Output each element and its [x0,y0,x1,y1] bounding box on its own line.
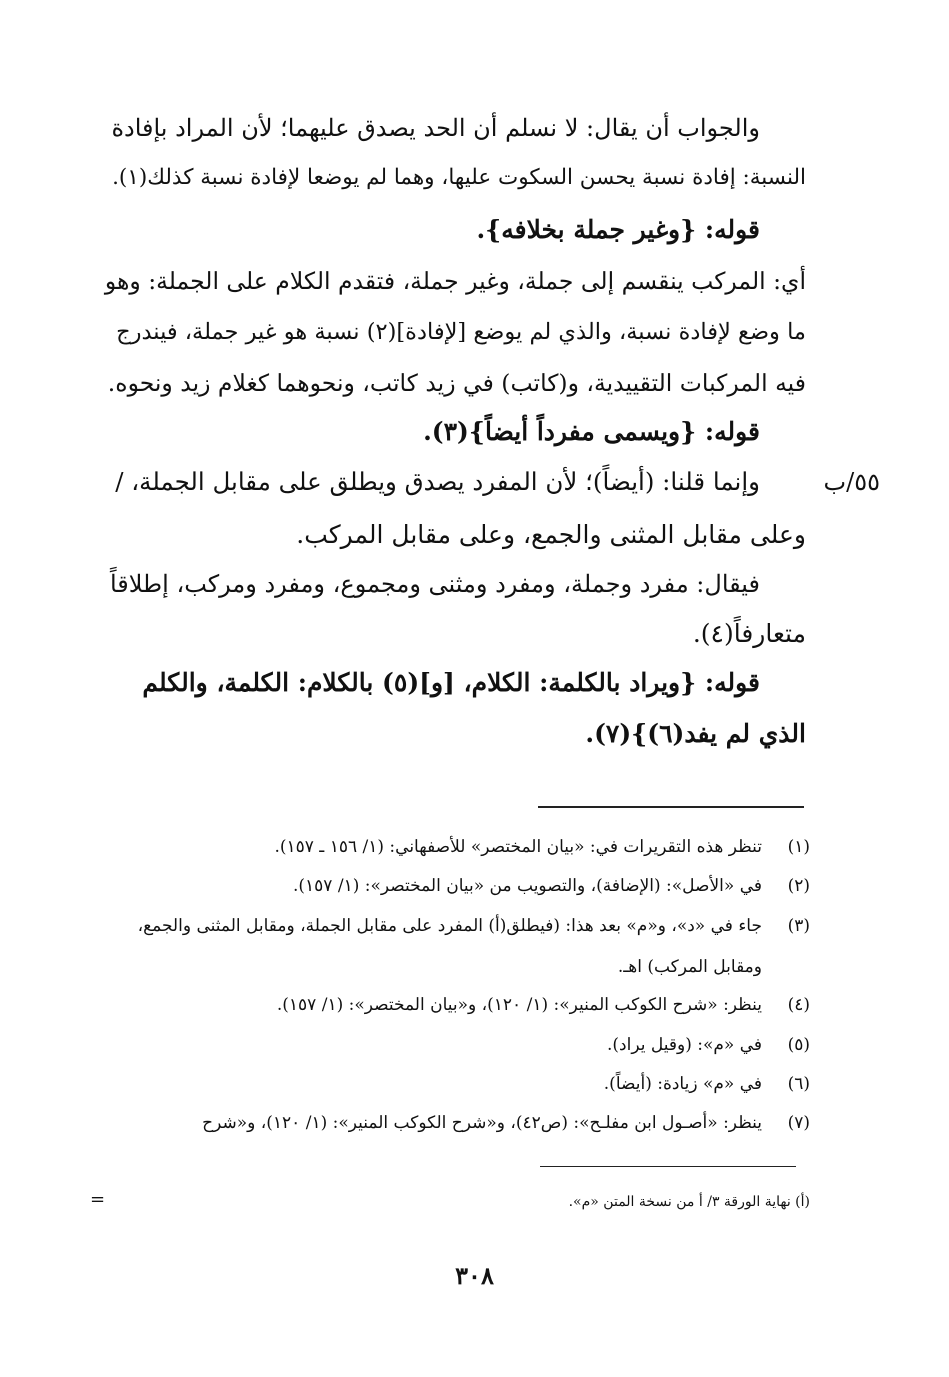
footnote-number: (٦) [787,1074,810,1094]
body-line-7: قوله: {ويسمى مفرداً أيضاً}(٣). [423,417,760,446]
body-line-4: أي: المركب ينقسم إلى جملة، وغير جملة، فتقدم الكلام على الجملة: وهو [104,267,806,295]
body-line-8: وإنما قلنا: (أيضاً)؛ لأن المفرد يصدق ويطلق على مقابل الجملة، / [115,467,760,496]
footnote-number: (٥) [787,1035,810,1055]
footnote-separator [538,806,804,808]
body-line-10: فيقال: مفرد وجملة، ومفرد ومثنى ومجموع، ومفرد ومركب، إطلاقاً [109,570,760,598]
body-line-3: قوله: {وغير جملة بخلافه}. [476,215,760,244]
body-line-9: وعلى مقابل المثنى والجمع، وعلى مقابل المركب. [296,520,806,549]
body-line-1: والجواب أن يقال: لا نسلم أن الحد يصدق عليهما؛ لأن المراد بإفادة [111,114,760,142]
footnote-4 [100,990,810,1020]
footnote-3-continuation: ومقابل المركب) اهـ. [617,957,762,977]
footnote-text: ينظر: «شرح الكوكب المنير»: (١/ ١٢٠)، و«بيان المختصر»: (١/ ١٥٧). [276,995,762,1015]
body-line-5: ما وضع لإفادة نسبة، والذي لم يوضع [لإفادة](٢) نسبة هو غير جملة، فيندرج [116,319,806,345]
footnote-1 [100,832,810,862]
footnote-number: (١) [787,837,810,857]
footnote-text: جاء في «د»، و«م» بعد هذا: (فيطلق(أ) المفرد على مقابل الجملة، ومقابل المثنى والجمع، [137,916,762,936]
folio-margin-note: ٥٥/ب [823,468,880,496]
body-line-12: قوله: {ويراد بالكلمة: الكلام، [و](٥) بالكلام: الكلمة، والكلم [142,668,760,697]
footnote-number: (٢) [787,876,810,896]
footnote-2 [100,871,810,901]
footnote-text: في «م»: (وقيل يراد). [607,1035,762,1055]
footnote-5 [100,1030,810,1060]
footnote-3 [100,911,810,941]
body-line-13: الذي لم يفد(٦)}(٧). [585,719,806,748]
continuation-mark: = [90,1189,106,1210]
footnote-6 [100,1069,810,1099]
manuscript-endnote: (أ) نهاية الورقة ٣/ أ من نسخة المتن «م». [568,1194,810,1210]
footnote-number: (٧) [787,1113,810,1133]
footnote-text: في «م» زيادة: (أيضاً). [603,1074,762,1094]
body-line-11: متعارفاً(٤). [692,619,806,648]
body-line-2: النسبة: إفادة نسبة يحسن السكوت عليها، وهما لم يوضعا لإفادة نسبة كذلك(١). [112,165,806,190]
footnote-text: تنظر هذه التقريرات في: «بيان المختصر» للأصفهاني: (١/ ١٥٦ ـ ١٥٧). [274,837,762,857]
footnote-number: (٤) [787,995,810,1015]
footnote-number: (٣) [787,916,810,936]
footnote-text: ينظر: «أصـول ابن مفلـح»: (ص٤٢)، و«شرح الكوكب المنير»: (١/ ١٢٠)، و«شرح [202,1113,762,1133]
endnote-separator [540,1166,796,1167]
footnote-text: في «الأصل»: (الإضافة)، والتصويب من «بيان المختصر»: (١/ ١٥٧). [292,876,762,896]
body-line-6: فيه المركبات التقييدية، و(كاتب) في زيد كاتب، ونحوهما كغلام زيد ونحوه. [107,369,806,397]
footnote-7 [100,1108,810,1138]
page-number: ٣٠٨ [455,1261,494,1290]
